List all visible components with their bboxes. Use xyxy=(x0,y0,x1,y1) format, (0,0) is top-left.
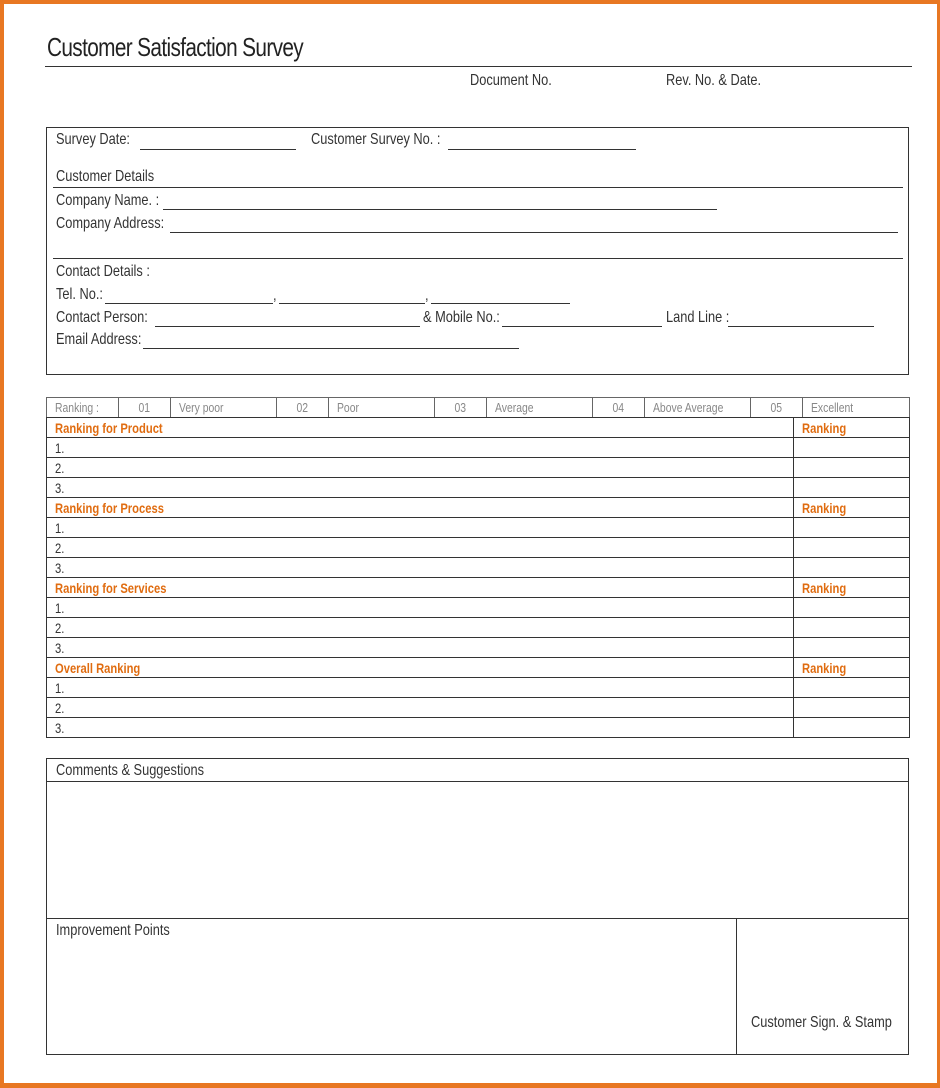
table-row[interactable] xyxy=(47,478,910,498)
ranking-cell[interactable] xyxy=(794,598,910,618)
section-ranking-header: Ranking xyxy=(794,498,910,518)
company-name-field[interactable] xyxy=(163,209,717,210)
section-ranking-header: Ranking xyxy=(794,578,910,598)
page-title: Customer Satisfaction Survey xyxy=(47,32,304,62)
customer-details-heading: Customer Details xyxy=(56,168,155,185)
row-label: 3. xyxy=(47,718,794,738)
table-row[interactable] xyxy=(47,638,910,658)
comments-label: Comments & Suggestions xyxy=(56,762,204,779)
legend-text-excellent: Excellent xyxy=(803,398,910,418)
row-label: 1. xyxy=(47,438,794,458)
row-label: 2. xyxy=(47,538,794,558)
customer-sign-stamp-label: Customer Sign. & Stamp xyxy=(751,1014,892,1031)
row-label: 3. xyxy=(47,638,794,658)
table-row[interactable] xyxy=(47,618,910,638)
section-title: Ranking for Services xyxy=(47,578,794,598)
section-ranking-header: Ranking xyxy=(794,658,910,678)
section-header-product xyxy=(47,418,910,438)
row-label: 2. xyxy=(47,698,794,718)
ranking-cell[interactable] xyxy=(794,698,910,718)
legend-label: Ranking : xyxy=(47,398,119,418)
table-row[interactable] xyxy=(47,718,910,738)
table-row[interactable] xyxy=(47,678,910,698)
contact-person-label: Contact Person: xyxy=(56,309,148,326)
tel-no-comma-2: , xyxy=(425,287,429,304)
row-label: 1. xyxy=(47,678,794,698)
ranking-cell[interactable] xyxy=(794,638,910,658)
ranking-cell[interactable] xyxy=(794,718,910,738)
table-row[interactable] xyxy=(47,558,910,578)
row-label: 1. xyxy=(47,598,794,618)
survey-date-field[interactable] xyxy=(140,149,296,150)
improvement-points-label: Improvement Points xyxy=(56,922,170,939)
mobile-no-label: & Mobile No.: xyxy=(423,309,500,326)
legend-num-05: 05 xyxy=(751,398,803,418)
survey-date-label: Survey Date: xyxy=(56,131,130,148)
ranking-cell[interactable] xyxy=(794,518,910,538)
legend-num-01: 01 xyxy=(119,398,171,418)
section-header-overall xyxy=(47,658,910,678)
customer-survey-no-field[interactable] xyxy=(448,149,636,150)
address-divider xyxy=(53,258,903,259)
tel-no-field-2[interactable] xyxy=(279,303,425,304)
ranking-table xyxy=(46,417,910,738)
legend-num-04: 04 xyxy=(593,398,645,418)
tel-no-comma-1: , xyxy=(273,287,277,304)
customer-details-divider xyxy=(53,187,903,188)
customer-survey-no-label: Customer Survey No. : xyxy=(311,131,441,148)
ranking-legend xyxy=(46,397,910,418)
ranking-cell[interactable] xyxy=(794,678,910,698)
row-label: 3. xyxy=(47,558,794,578)
section-header-services xyxy=(47,578,910,598)
contact-details-heading: Contact Details : xyxy=(56,263,150,280)
email-address-label: Email Address: xyxy=(56,331,142,348)
rev-no-date-label: Rev. No. & Date. xyxy=(666,72,762,89)
document-no-label: Document No. xyxy=(470,72,552,89)
contact-person-field[interactable] xyxy=(155,326,420,327)
table-row[interactable] xyxy=(47,518,910,538)
company-address-label: Company Address: xyxy=(56,215,165,232)
survey-form xyxy=(4,4,937,1083)
ranking-cell[interactable] xyxy=(794,438,910,458)
legend-text-very-poor: Very poor xyxy=(171,398,277,418)
tel-no-field-3[interactable] xyxy=(431,303,570,304)
ranking-cell[interactable] xyxy=(794,558,910,578)
tel-no-label: Tel. No.: xyxy=(56,286,103,303)
company-address-field[interactable] xyxy=(170,232,898,233)
company-name-label: Company Name. : xyxy=(56,192,160,209)
section-header-process xyxy=(47,498,910,518)
section-title: Ranking for Process xyxy=(47,498,794,518)
ranking-cell[interactable] xyxy=(794,538,910,558)
section-title: Overall Ranking xyxy=(47,658,794,678)
comments-divider xyxy=(46,918,909,919)
legend-text-above-average: Above Average xyxy=(645,398,751,418)
legend-num-03: 03 xyxy=(435,398,487,418)
tel-no-field-1[interactable] xyxy=(105,303,273,304)
improvement-points-input-area[interactable] xyxy=(47,944,735,1054)
title-divider xyxy=(45,66,912,67)
mobile-no-field[interactable] xyxy=(502,326,662,327)
ranking-cell[interactable] xyxy=(794,478,910,498)
comments-header-divider xyxy=(46,781,909,782)
legend-text-poor: Poor xyxy=(329,398,435,418)
ranking-cell[interactable] xyxy=(794,618,910,638)
land-line-field[interactable] xyxy=(728,326,874,327)
land-line-label: Land Line : xyxy=(666,309,730,326)
customer-details-box xyxy=(46,127,909,375)
ranking-cell[interactable] xyxy=(794,458,910,478)
table-row[interactable] xyxy=(47,698,910,718)
row-label: 3. xyxy=(47,478,794,498)
legend-num-02: 02 xyxy=(277,398,329,418)
row-label: 2. xyxy=(47,458,794,478)
email-address-field[interactable] xyxy=(143,348,519,349)
table-row[interactable] xyxy=(47,598,910,618)
row-label: 1. xyxy=(47,518,794,538)
section-ranking-header: Ranking xyxy=(794,418,910,438)
table-row[interactable] xyxy=(47,438,910,458)
table-row[interactable] xyxy=(47,458,910,478)
legend-text-average: Average xyxy=(487,398,593,418)
comments-input-area[interactable] xyxy=(47,783,908,918)
table-row[interactable] xyxy=(47,538,910,558)
section-title: Ranking for Product xyxy=(47,418,794,438)
sign-divider xyxy=(736,918,737,1055)
row-label: 2. xyxy=(47,618,794,638)
